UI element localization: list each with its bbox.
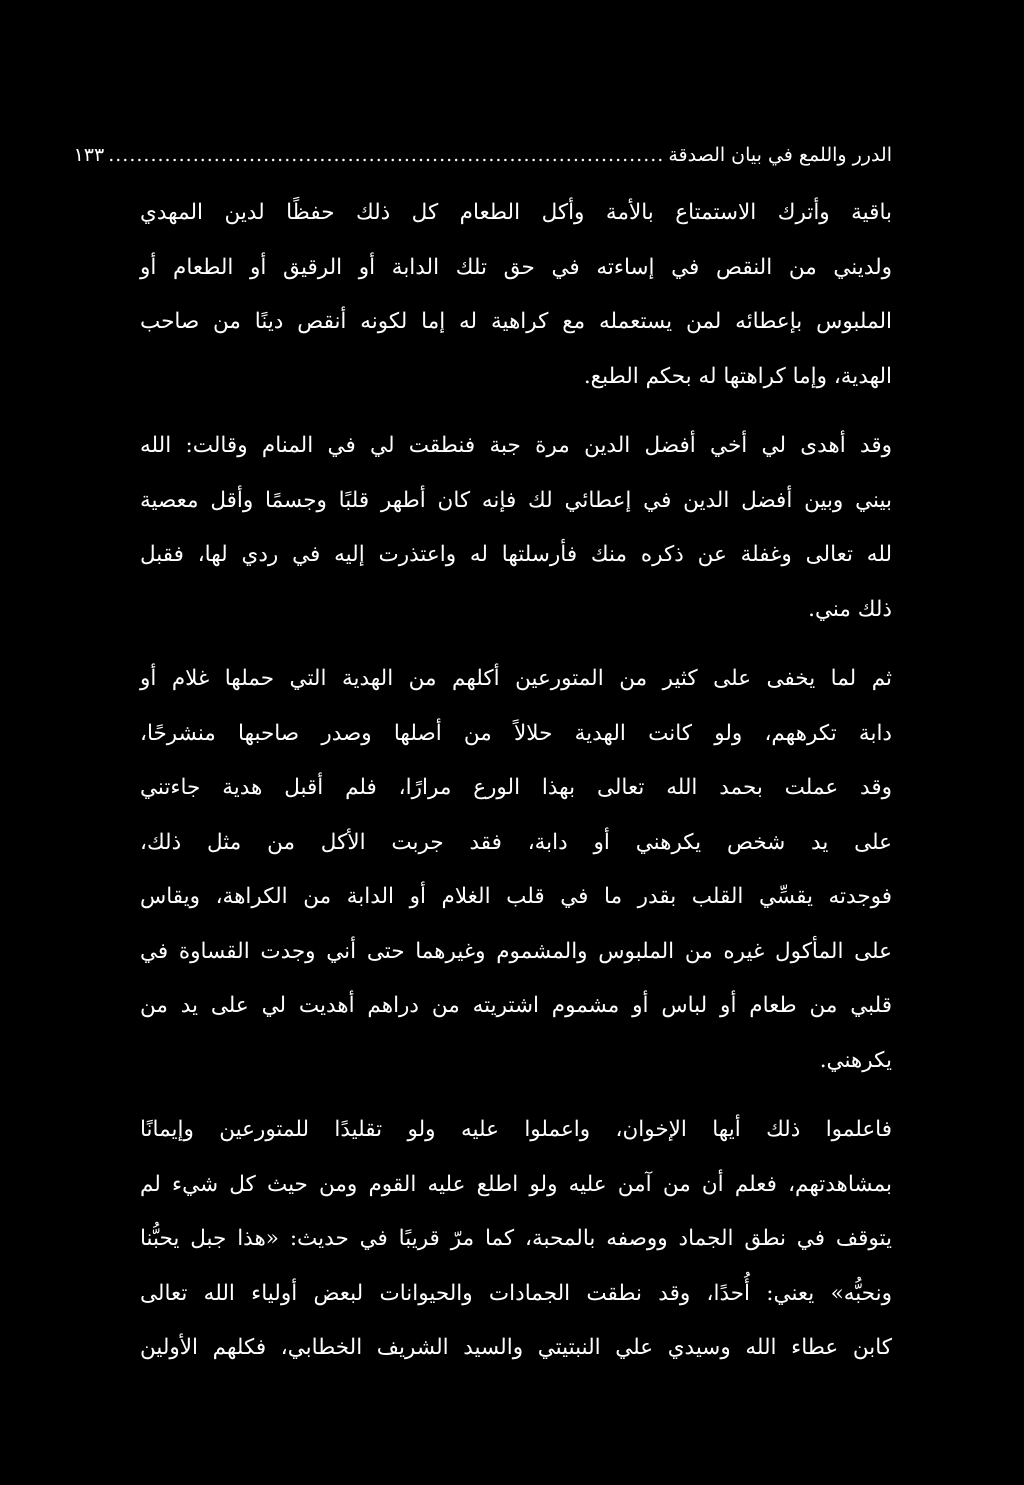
paragraph-3 bbox=[140, 652, 892, 1088]
text-line: الملبوس بإعطائه لمن يستعمله مع كراهية له إما لكونه أنقص دينًا من صاحب bbox=[140, 309, 892, 334]
text-line: ونحبُّه» يعني: أُحدًا، وقد نطقت الجمادات والحيوانات لبعض أولياء الله تعالى bbox=[140, 1280, 892, 1306]
paragraph-1 bbox=[140, 186, 892, 404]
text-line: لله تعالى وغفلة عن ذكره منك فأرسلتها له واعتذرت إليه في ردي لها، فقبل bbox=[140, 542, 892, 567]
text-line: بمشاهدتهم، فعلم أن من آمن عليه ولو اطلع عليه القوم ومن حيث كل شيء لم bbox=[140, 1171, 892, 1197]
text-line: بيني وبين أفضل الدين في إعطائي لك فإنه كان أطهر قلبًا وجسمًا وأقل معصية bbox=[140, 487, 892, 513]
text-line: على يد شخص يكرهني أو دابة، فقد جربت الأكل من مثل ذلك، bbox=[140, 829, 892, 855]
text-line: ولديني من النقص في إساءته في حق تلك الدابة أو الرقيق أو الطعام أو bbox=[140, 254, 892, 280]
text-line: ذلك مني. bbox=[808, 596, 892, 622]
text-line: دابة تكرههم، ولو كانت الهدية حلالاً من أصلها وصدر صاحبها منشرحًا، bbox=[140, 720, 892, 746]
body-text bbox=[140, 186, 892, 1391]
page-number: ١٣٣ bbox=[73, 144, 105, 166]
text-line: يكرهني. bbox=[819, 1047, 892, 1073]
text-line: الهدية، وإما كراهتها له بحكم الطبع. bbox=[583, 363, 892, 389]
text-line: وقد عملت بحمد الله تعالى بهذا الورع مرارًا، فلم أقبل هدية جاءتني bbox=[140, 775, 892, 800]
text-line: كابن عطاء الله وسيدي علي النبتيتي والسيد الشريف الخطابي، فكلهم الأولين bbox=[140, 1335, 892, 1360]
text-line: على المأكول غيره من الملبوس والمشموم وغيرهما حتى أني وجدت القساوة في bbox=[140, 938, 892, 964]
paragraph-2 bbox=[140, 419, 892, 637]
text-line: قلبي من طعام أو لباس أو مشموم اشتريته من دراهم أهديت لي على يد من bbox=[140, 993, 892, 1018]
dot-leader: ............................................................................... bbox=[108, 144, 665, 166]
page-header bbox=[73, 138, 892, 172]
text-line: يتوقف في نطق الجماد ووصفه بالمحبة، كما مرّ قريبًا في حديث: «هذا جبل يحبُّنا bbox=[140, 1226, 892, 1251]
text-line: ثم لما يخفى على كثير من المتورعين أكلهم من الهدية التي حملها غلام أو bbox=[140, 666, 892, 691]
paragraph-4 bbox=[140, 1103, 892, 1376]
text-line: فوجدته يقسِّي القلب بقدر ما في قلب الغلام أو الدابة من الكراهة، ويقاس bbox=[140, 884, 892, 909]
text-line: وقد أهدى لي أخي أفضل الدين مرة جبة فنطقت لي في المنام وقالت: الله bbox=[140, 433, 892, 458]
text-line: فاعلموا ذلك أيها الإخوان، واعملوا عليه ولو تقليدًا للمتورعين وإيمانًا bbox=[140, 1117, 892, 1142]
text-line: باقية وأترك الاستمتاع بالأمة وأكل الطعام كل ذلك حفظًا لدين المهدي bbox=[140, 200, 892, 225]
running-title: الدرر واللمع في بيان الصدقة bbox=[668, 144, 892, 166]
